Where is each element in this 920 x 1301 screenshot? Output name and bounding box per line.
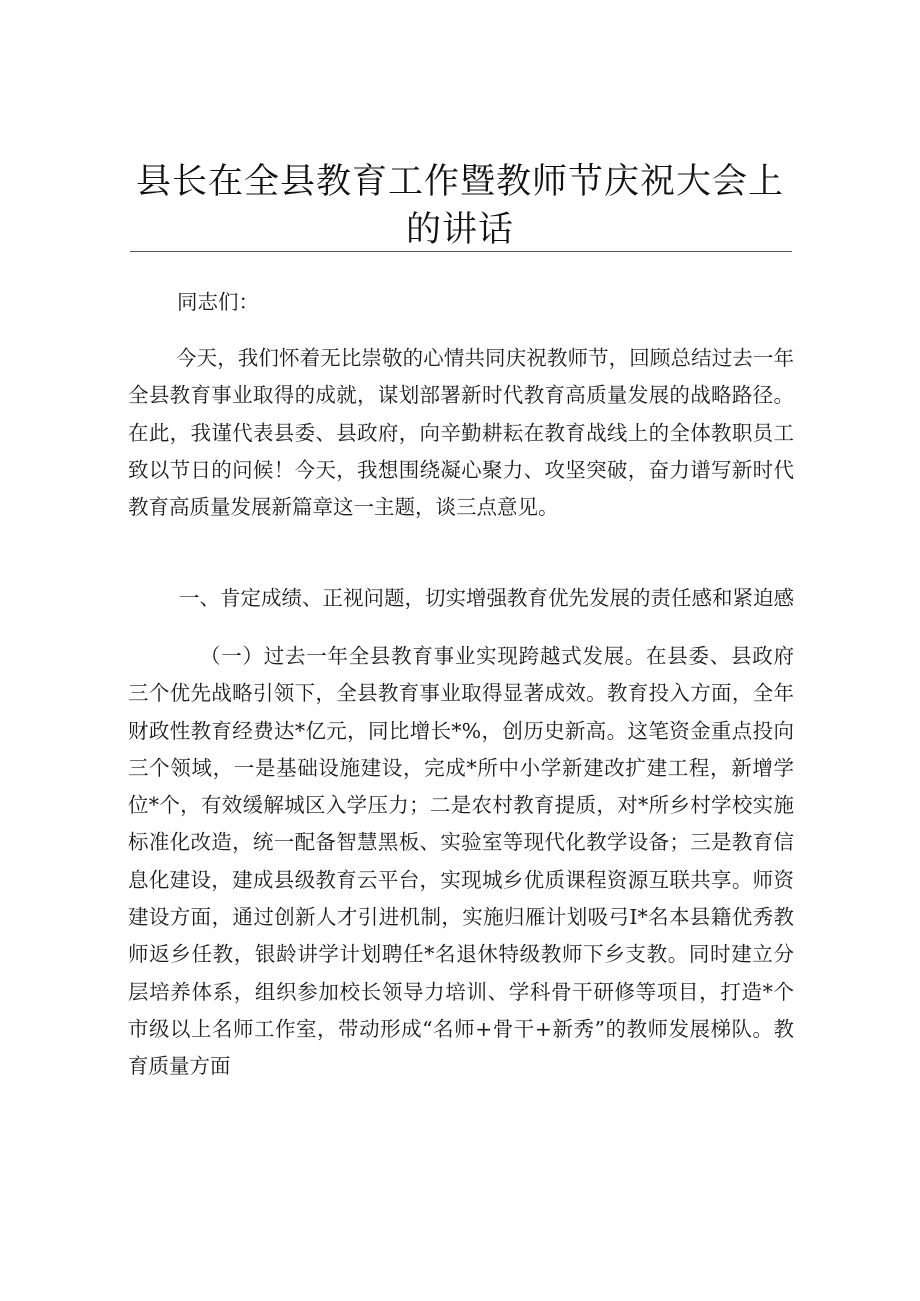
salutation: 同志们： [177, 290, 259, 314]
paragraph-opening: 今天，我们怀着无比崇敬的心情共同庆祝教师节，回顾总结过去一年全县教育事业取得的成就，谋划部署新时代教育高质量发展的战略路径。在此，我谨代表县委、县政府，向辛勤耕耘在教育战线上的全体教职员工致以节日的问候！今天，我想围绕凝心聚力、攻坚突破，奋力谱写新时代教育高质量发展新篇章这一主题，谈三点意见。 [128, 346, 794, 520]
section-heading-1: 一、肯定成绩、正视问题，切实增强教育优先发展的责任感和紧迫感 [179, 586, 794, 610]
paragraph-achievements: （一）过去一年全县教育事业实现跨越式发展。在县委、县政府三个优先战略引领下，全县教育事业取得显著成效。教育投入方面，全年财政性教育经费达*亿元，同比增长*%，创历史新高。这笔资金重点投向三个领域，一是基础设施建设，完成*所中小学新建改扩建工程，新增学位*个，有效缓解城区入学压力；二是农村教育提质，对*所乡村学校实施标准化改造，统一配备智慧黑板、实验室等现代化教学设备；三是教育信息化建设，建成县级教育云平台，实现城乡优质课程资源互联共享。师资建设方面，通过创新人才引进机制，实施归雁计划吸弓I*名本县籍优秀教师返乡任教，银龄讲学计划聘任*名退休特级教师下乡支教。同时建立分层培养体系，组织参加校长领导力培训、学科骨干研修等项目，打造*个市级以上名师工作室，带动形成“名师+骨干+新秀”的教师发展梯队。教育质量方面 [128, 644, 794, 1079]
title-underline [130, 251, 792, 252]
document-title: 县长在全县教育工作暨教师节庆祝大会上的讲话 [135, 162, 784, 250]
